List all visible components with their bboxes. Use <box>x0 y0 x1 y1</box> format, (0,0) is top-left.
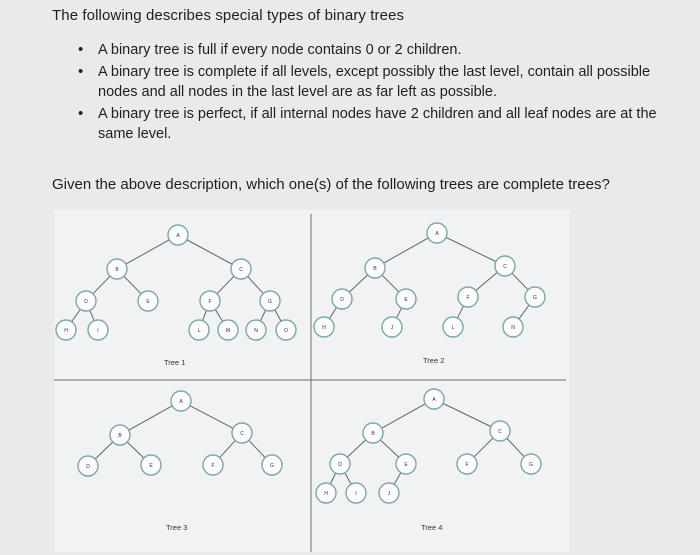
tree-node-label: D <box>86 463 90 470</box>
tree-edge <box>217 276 234 294</box>
tree-edge <box>249 440 265 457</box>
tree-node <box>168 225 188 245</box>
tree-node <box>458 287 478 307</box>
tree-3-caption: Tree 3 <box>166 523 188 532</box>
tree-node-label: H <box>322 324 326 331</box>
tree-node-label: H <box>64 327 68 334</box>
tree-edge <box>380 440 398 457</box>
tree-node-label: N <box>254 327 258 334</box>
tree-edge <box>457 306 463 318</box>
tree-node <box>346 483 366 503</box>
tree-edge <box>347 440 365 457</box>
tree-node <box>503 317 523 337</box>
tree-node <box>427 223 447 243</box>
bullet-full-tree: • A binary tree is full if every node contains 0 or 2 children. <box>78 40 658 61</box>
tree-node <box>330 454 350 474</box>
tree-edge <box>384 238 429 263</box>
tree-node-label: D <box>338 461 342 468</box>
tree-node-label: E <box>146 298 150 305</box>
tree-node-label: C <box>503 263 507 270</box>
tree-node <box>76 291 96 311</box>
tree-edge <box>330 473 335 484</box>
tree-node <box>262 455 282 475</box>
tree-edge <box>220 440 236 457</box>
tree-node <box>490 421 510 441</box>
tree-node-label: I <box>97 327 99 334</box>
tree-1 <box>56 225 296 340</box>
tree-node-label: C <box>239 266 243 273</box>
question-text: Given the above description, which one(s) of the following trees are complete trees? <box>52 176 610 193</box>
tree-node <box>107 259 127 279</box>
tree-node <box>200 291 220 311</box>
tree-edge <box>124 276 141 294</box>
tree-edge <box>382 275 399 292</box>
tree-node-label: F <box>211 462 215 469</box>
tree-edge <box>190 406 233 429</box>
tree-node-label: C <box>240 430 244 437</box>
tree-node-label: E <box>404 296 408 303</box>
tree-edge <box>443 403 491 426</box>
tree-4 <box>316 389 541 503</box>
tree-edge <box>126 240 170 264</box>
tree-edge <box>93 276 110 294</box>
tree-node <box>424 389 444 409</box>
tree-node-label: F <box>465 461 469 468</box>
tree-node <box>314 317 334 337</box>
tree-edge <box>187 240 232 265</box>
tree-2-caption: Tree 2 <box>423 356 445 365</box>
tree-edge <box>260 310 265 321</box>
tree-node <box>276 320 296 340</box>
tree-edge <box>95 442 113 459</box>
tree-node <box>332 289 352 309</box>
tree-3 <box>78 391 282 476</box>
tree-node-label: H <box>324 490 328 497</box>
definition-list <box>78 40 658 146</box>
tree-node-label: J <box>390 324 394 331</box>
bullet-complete-tree: • A binary tree is complete if all levels, except possibly the last level, contain all possible nodes and all nodes in the last level are as far left as possible. <box>78 62 658 103</box>
tree-edge <box>396 308 401 318</box>
tree-edge <box>72 309 81 322</box>
tree-node <box>78 456 98 476</box>
tree-node-label: A <box>176 232 180 239</box>
tree-node-label: A <box>435 230 439 237</box>
tree-node <box>232 423 252 443</box>
tree-node-label: B <box>373 265 377 272</box>
tree-edge <box>382 404 426 428</box>
tree-node <box>396 454 416 474</box>
tree-node <box>521 454 541 474</box>
tree-node-label: B <box>118 432 122 439</box>
tree-node <box>203 455 223 475</box>
tree-node <box>141 455 161 475</box>
tree-node <box>218 320 238 340</box>
tree-node-label: G <box>268 298 272 305</box>
tree-node <box>189 320 209 340</box>
tree-edge <box>248 276 264 293</box>
tree-edge <box>129 406 173 430</box>
tree-node-label: E <box>404 461 408 468</box>
tree-node <box>56 320 76 340</box>
tree-node-label: L <box>197 327 201 334</box>
tree-node-label: A <box>179 398 183 405</box>
tree-edge <box>512 273 528 290</box>
tree-1-caption: Tree 1 <box>164 358 186 367</box>
tree-node <box>246 320 266 340</box>
tree-edge <box>476 272 498 290</box>
tree-2 <box>314 223 545 337</box>
tree-node-label: F <box>466 294 470 301</box>
tree-node <box>443 317 463 337</box>
tree-node-label: J <box>387 490 391 497</box>
tree-node-label: G <box>529 461 533 468</box>
tree-node-label: I <box>355 490 357 497</box>
tree-node-label: G <box>533 294 537 301</box>
tree-edge <box>507 438 524 456</box>
tree-edge <box>203 310 207 320</box>
tree-edge <box>345 473 351 484</box>
tree-edge <box>349 275 367 292</box>
tree-node-label: A <box>432 396 436 403</box>
tree-edge <box>127 442 144 458</box>
tree-node-label: N <box>511 324 515 331</box>
tree-node <box>138 291 158 311</box>
tree-edge <box>329 307 336 318</box>
tree-edge <box>275 310 281 321</box>
tree-4-caption: Tree 4 <box>421 523 443 532</box>
tree-node <box>260 291 280 311</box>
tree-node <box>379 483 399 503</box>
trees-figure <box>54 210 570 552</box>
tree-node <box>88 320 108 340</box>
tree-edge <box>474 438 493 457</box>
tree-edge <box>394 473 401 485</box>
tree-node <box>171 391 191 411</box>
tree-node <box>457 454 477 474</box>
tree-node-label: L <box>451 324 455 331</box>
tree-node-label: B <box>371 430 375 437</box>
tree-edge <box>90 310 94 321</box>
tree-node-label: M <box>225 327 231 334</box>
tree-node-label: D <box>340 296 344 303</box>
tree-edge <box>519 305 529 319</box>
trees-svg <box>54 210 570 552</box>
tree-node <box>231 259 251 279</box>
tree-node <box>396 289 416 309</box>
tree-edge <box>215 309 222 321</box>
tree-node-label: B <box>115 266 119 273</box>
tree-node-label: D <box>84 298 88 305</box>
tree-node-label: O <box>284 327 288 334</box>
tree-node <box>382 317 402 337</box>
tree-node-label: C <box>498 428 502 435</box>
bullet-perfect-tree: • A binary tree is perfect, if all internal nodes have 2 children and all leaf nodes are at the same level. <box>78 104 658 145</box>
tree-node-label: G <box>270 462 274 469</box>
tree-edge <box>446 237 496 261</box>
tree-node <box>110 425 130 445</box>
tree-node <box>495 256 515 276</box>
tree-node <box>363 423 383 443</box>
tree-node <box>316 483 336 503</box>
page-title: The following describes special types of binary trees <box>52 7 405 24</box>
tree-node-label: F <box>208 298 212 305</box>
tree-node <box>525 287 545 307</box>
tree-node <box>365 258 385 278</box>
tree-node-label: E <box>149 462 153 469</box>
